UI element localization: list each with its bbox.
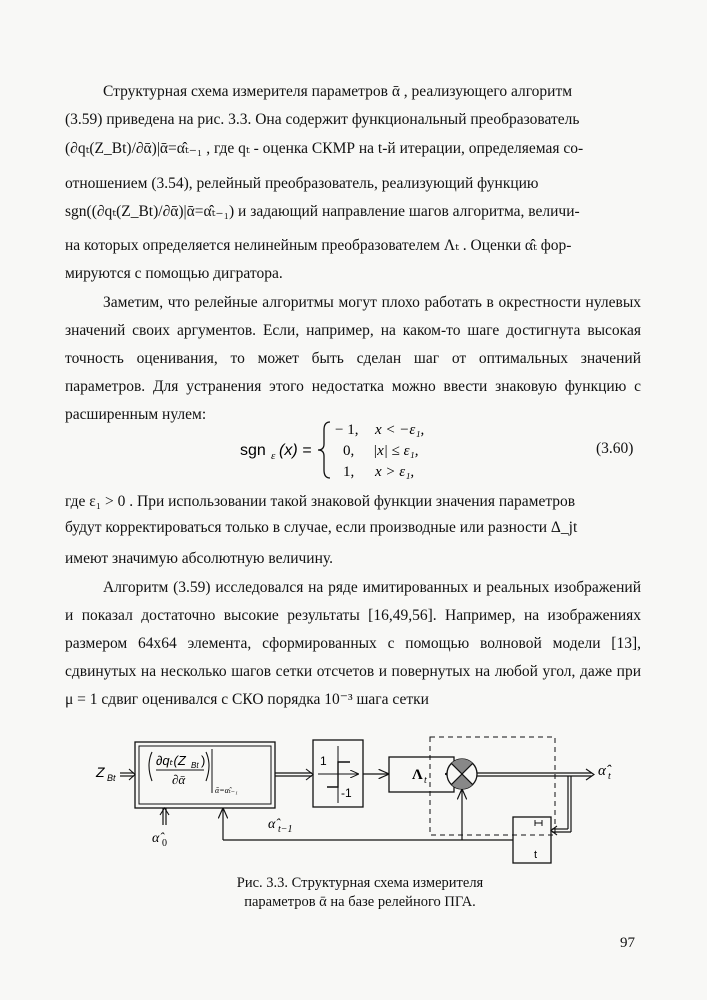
feedback-label: α̂ <box>268 817 276 832</box>
paragraph-1-line-1 <box>65 78 641 106</box>
block1-denominator: ∂ᾱ <box>172 772 186 787</box>
text-p1-l5: sgn((∂qₜ(Z_Bt)/∂ᾱ)|ᾱ=α̂ₜ₋₁) и задающий направление шагов алгоритма, величи- <box>65 203 580 220</box>
block1-numerator-close: ) <box>201 753 206 768</box>
paragraph-3-line-2 <box>65 514 641 542</box>
paragraph-4 <box>65 574 641 714</box>
text-p1-l1: Структурная схема измерителя параметров ᾱ , реализующего алгоритм <box>103 83 573 100</box>
relay-minus-label: -1 <box>341 786 352 800</box>
paragraph-3-line-3 <box>65 545 641 573</box>
formula-sub: ε <box>271 450 276 462</box>
paragraph-1-line-2 <box>65 106 641 134</box>
formula-case3-value: 1, <box>343 464 355 480</box>
delay-block <box>513 817 551 863</box>
paragraph-1-line-6 <box>65 232 641 260</box>
text-p1-l4: отношением (3.54), релейный преобразователь, реализующий функцию <box>65 175 539 192</box>
paragraph-1-line-7 <box>65 260 641 288</box>
input-arrow <box>129 769 135 780</box>
paragraph-1-line-5 <box>65 198 641 226</box>
init-arrow <box>160 808 169 815</box>
text-p3-l3: имеют значимую абсолютную величину. <box>65 550 333 567</box>
integrator-region <box>430 737 555 835</box>
text-p1-l6: на которых определяется нелинейным преобразователем Λₜ . Оценки α̂ₜ фор- <box>65 237 572 254</box>
formula-3-60 <box>240 418 500 482</box>
block1-right-paren <box>206 752 209 781</box>
formula-case3-condition: x > ε₁, <box>375 464 415 480</box>
text-p1-l7: мируются с помощью дигратора. <box>65 265 283 282</box>
delay-label: t <box>534 849 538 861</box>
text-p2: Заметим, что релейные алгоритмы могут плохо работать в окрестности нулевых значений своих аргументов. Если, например, на каком-то шаге достигнута высокая точность оценивания, то может быть сделан шаг от оптимальных значений параметров. Для устранения этого недостатка можно ввести знаковую функцию с расширенным нулем: <box>65 294 641 423</box>
block1-numerator-sub: Bt <box>191 761 199 770</box>
text-p1-l2: (3.59) приведена на рис. 3.3. Она содержит функциональный преобразователь <box>65 111 580 128</box>
init-sub: 0 <box>162 838 167 849</box>
relay-plus-label: 1 <box>320 754 327 768</box>
lambda-label: Λ <box>412 767 423 783</box>
text-p3-l2: будут корректироваться только в случае, если производные или разности Δ_jt <box>65 519 578 536</box>
formula-case1-value: − 1, <box>335 422 359 438</box>
block1-left-paren <box>149 752 152 781</box>
formula-case2-condition: |x| ≤ ε₁, <box>373 443 419 459</box>
equation-number: (3.60) <box>596 440 634 457</box>
figure-caption-line-2: параметров ᾱ на базе релейного ПГА. <box>244 894 476 910</box>
text-p1-l3: (∂qₜ(Z_Bt)/∂ᾱ)|ᾱ=α̂ₜ₋₁ , где qₜ - оценка СКМР на t-й итерации, определяемая со- <box>65 140 584 157</box>
delay-in-arrow <box>551 826 557 835</box>
block1-numerator: ∂qₜ(Z <box>156 753 186 768</box>
formula-case1-condition: x < −ε₁, <box>375 422 425 438</box>
block1-evaluation: ᾱ=α̂ₜ₋₁ <box>215 786 238 795</box>
lambda-sub: t <box>424 775 427 786</box>
init-label: α̂ <box>152 831 160 846</box>
paragraph-1-line-3 <box>65 135 641 163</box>
page-number: 97 <box>620 935 635 951</box>
derivative-block-outer <box>135 742 275 808</box>
feedback-sub: t−1 <box>278 824 293 835</box>
output-label: α̂ <box>598 763 606 779</box>
link-1-arrow <box>306 769 313 780</box>
block-diagram <box>90 735 630 870</box>
output-sub: t <box>608 771 611 782</box>
text-p4: Алгоритм (3.59) исследовался на ряде имитированных и реальных изображений и показал достаточно высокие результаты [16,49,56]. Например, на изображениях размером 64х64 элемента, сформированных с помощью волновой модели [13], сдвинутых на несколько шагов сетки отсчетов и повернутых на любой угол, даже при μ = 1 сдвиг оценивался с СКО порядка 10⁻³ шага сетки <box>65 579 641 708</box>
paragraph-3-line-1 <box>65 488 641 516</box>
input-z-label: Z <box>96 764 105 780</box>
formula-sgn: sgn <box>240 442 266 459</box>
output-arrow <box>586 769 594 780</box>
paragraph-2 <box>65 289 641 429</box>
paragraph-1-line-4 <box>65 170 641 198</box>
formula-graphic <box>240 418 500 482</box>
formula-brace <box>318 422 330 478</box>
input-z-sub: Bt <box>107 773 116 783</box>
formula-case2-value: 0, <box>343 443 355 459</box>
formula-arg: (x) = <box>279 442 312 459</box>
figure-caption-line-1: Рис. 3.3. Структурная схема измерителя <box>236 875 484 891</box>
text-p3-l1: где ε₁ > 0 . При использовании такой знаковой функции значения параметров <box>65 493 576 510</box>
